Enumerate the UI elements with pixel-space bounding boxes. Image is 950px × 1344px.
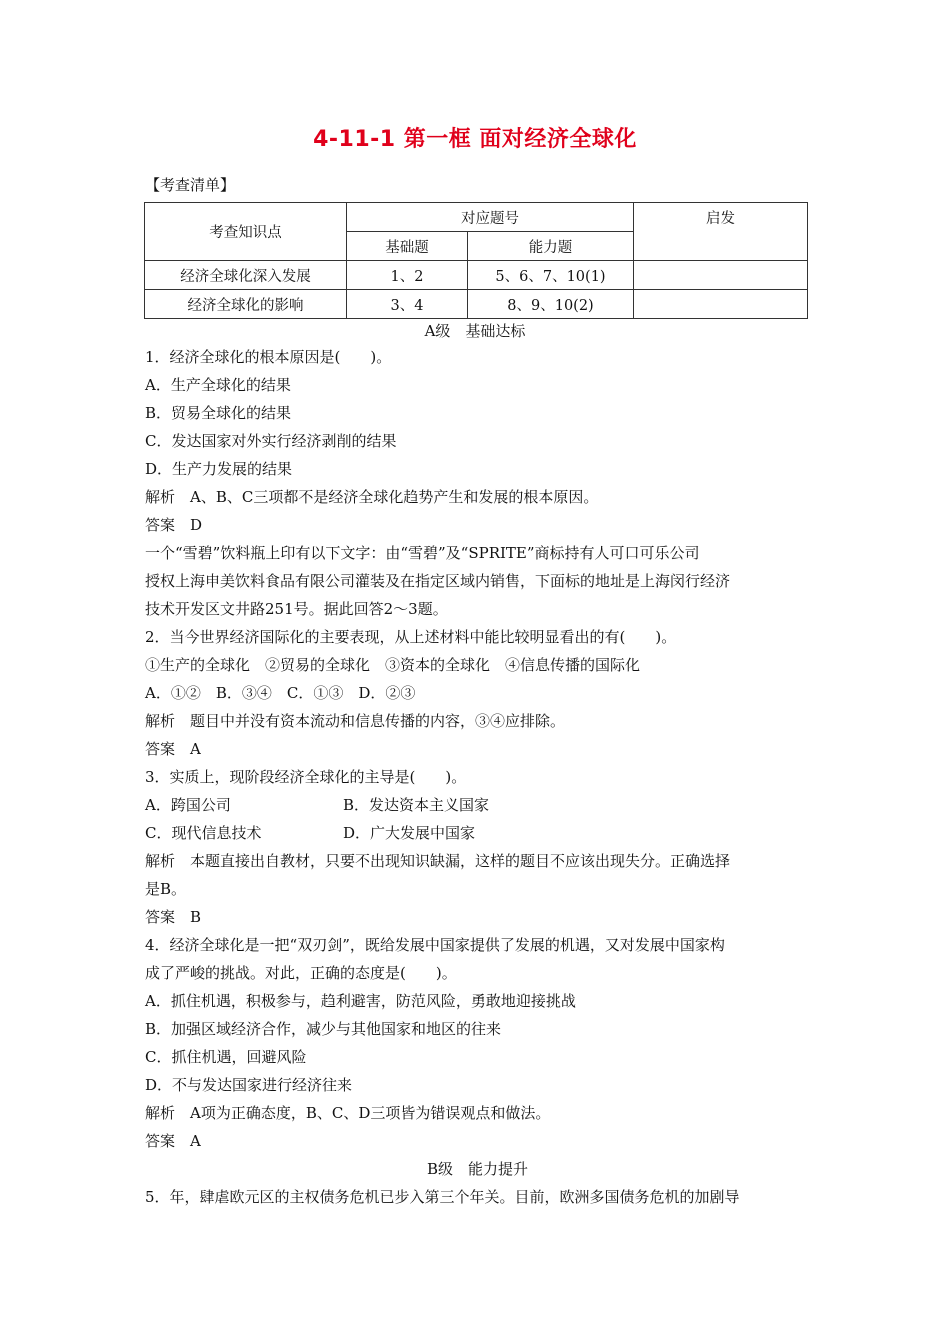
cell-basic: 1、2 xyxy=(347,261,468,290)
q1-option-c: C．发达国家对外实行经济剥削的结果 xyxy=(145,432,397,450)
q5-stem: 5．年，肆虐欧元区的主权债务危机已步入第三个年关。目前，欧洲多国债务危机的加剧导 xyxy=(145,1188,740,1206)
q1-option-d: D．生产力发展的结果 xyxy=(145,460,293,478)
q2-options: A．①② B．③④ C．①③ D．②③ xyxy=(145,684,416,702)
q4-option-c: C．抓住机遇，回避风险 xyxy=(145,1048,307,1066)
cell-point: 经济全球化的影响 xyxy=(145,290,347,319)
cell-point: 经济全球化深入发展 xyxy=(145,261,347,290)
q4-analysis: 解析 A项为正确态度，B、C、D三项皆为错误观点和做法。 xyxy=(145,1104,551,1122)
q1-option-a: A．生产全球化的结果 xyxy=(145,376,291,394)
knowledge-table xyxy=(144,202,808,319)
q3-option-b: B．发达资本主义国家 xyxy=(343,796,490,814)
q4-stem: 4．经济全球化是一把“双刃剑”，既给发展中国家提供了发展的机遇，又对发展中国家构 xyxy=(145,936,725,954)
header-ability: 能力题 xyxy=(468,232,634,261)
material-line: 授权上海申美饮料食品有限公司灌装及在指定区域内销售，下面标的地址是上海闵行经济 xyxy=(145,572,731,590)
level-a-heading: A级 基础达标 xyxy=(424,322,526,340)
page-title: 4-11-1 第一框 面对经济全球化 xyxy=(313,127,637,152)
q3-option-d: D．广大发展中国家 xyxy=(343,824,476,842)
q3-stem: 3．实质上，现阶段经济全球化的主导是( )。 xyxy=(145,768,467,786)
q3-option-a: A．跨国公司 xyxy=(145,796,231,814)
cell-ability: 8、9、10(2) xyxy=(468,290,634,319)
header-question-number: 对应题号 xyxy=(347,203,634,232)
q4-option-a: A．抓住机遇，积极参与，趋利避害，防范风险，勇敢地迎接挑战 xyxy=(145,992,576,1010)
q1-option-b: B．贸易全球化的结果 xyxy=(145,404,292,422)
q2-analysis: 解析 题目中并没有资本流动和信息传播的内容，③④应排除。 xyxy=(145,712,566,730)
cell-insight xyxy=(634,261,808,290)
level-b-heading: B级 能力提升 xyxy=(426,1160,529,1178)
checklist-label: 【考查清单】 xyxy=(145,176,236,194)
cell-insight xyxy=(634,290,808,319)
question-body xyxy=(145,343,810,1211)
q3-analysis-cont: 是B。 xyxy=(145,880,187,898)
q2-stem: 2．当今世界经济国际化的主要表现，从上述材料中能比较明显看出的有( )。 xyxy=(145,628,677,646)
q3-answer: 答案 B xyxy=(145,908,202,926)
material-line: 技术开发区文井路251号。据此回答2～3题。 xyxy=(145,600,448,618)
q1-answer: 答案 D xyxy=(145,516,203,534)
cell-ability: 5、6、7、10(1) xyxy=(468,261,634,290)
cell-basic: 3、4 xyxy=(347,290,468,319)
q1-stem: 1．经济全球化的根本原因是( )。 xyxy=(145,348,392,366)
header-knowledge-point: 考查知识点 xyxy=(145,203,347,261)
material-line: 一个“雪碧”饮料瓶上印有以下文字：由“雪碧”及“SPRITE”商标持有人可口可乐公司 xyxy=(145,544,700,562)
q1-analysis: 解析 A、B、C三项都不是经济全球化趋势产生和发展的根本原因。 xyxy=(145,488,599,506)
q3-option-c: C．现代信息技术 xyxy=(145,824,262,842)
table-row xyxy=(145,290,808,319)
q2-answer: 答案 A xyxy=(145,740,201,758)
q2-items: ①生产的全球化 ②贸易的全球化 ③资本的全球化 ④信息传播的国际化 xyxy=(145,656,641,674)
table-row xyxy=(145,261,808,290)
q4-option-d: D．不与发达国家进行经济往来 xyxy=(145,1076,353,1094)
q3-analysis: 解析 本题直接出自教材，只要不出现知识缺漏，这样的题目不应该出现失分。正确选择 xyxy=(145,852,731,870)
q4-answer: 答案 A xyxy=(145,1132,201,1150)
header-basic: 基础题 xyxy=(347,232,468,261)
q4-option-b: B．加强区域经济合作，减少与其他国家和地区的往来 xyxy=(145,1020,502,1038)
q3-options-row xyxy=(145,819,810,847)
q3-options-row xyxy=(145,791,810,819)
q4-stem-cont: 成了严峻的挑战。对此，正确的态度是( )。 xyxy=(145,964,457,982)
header-insight: 启发 xyxy=(634,203,808,261)
